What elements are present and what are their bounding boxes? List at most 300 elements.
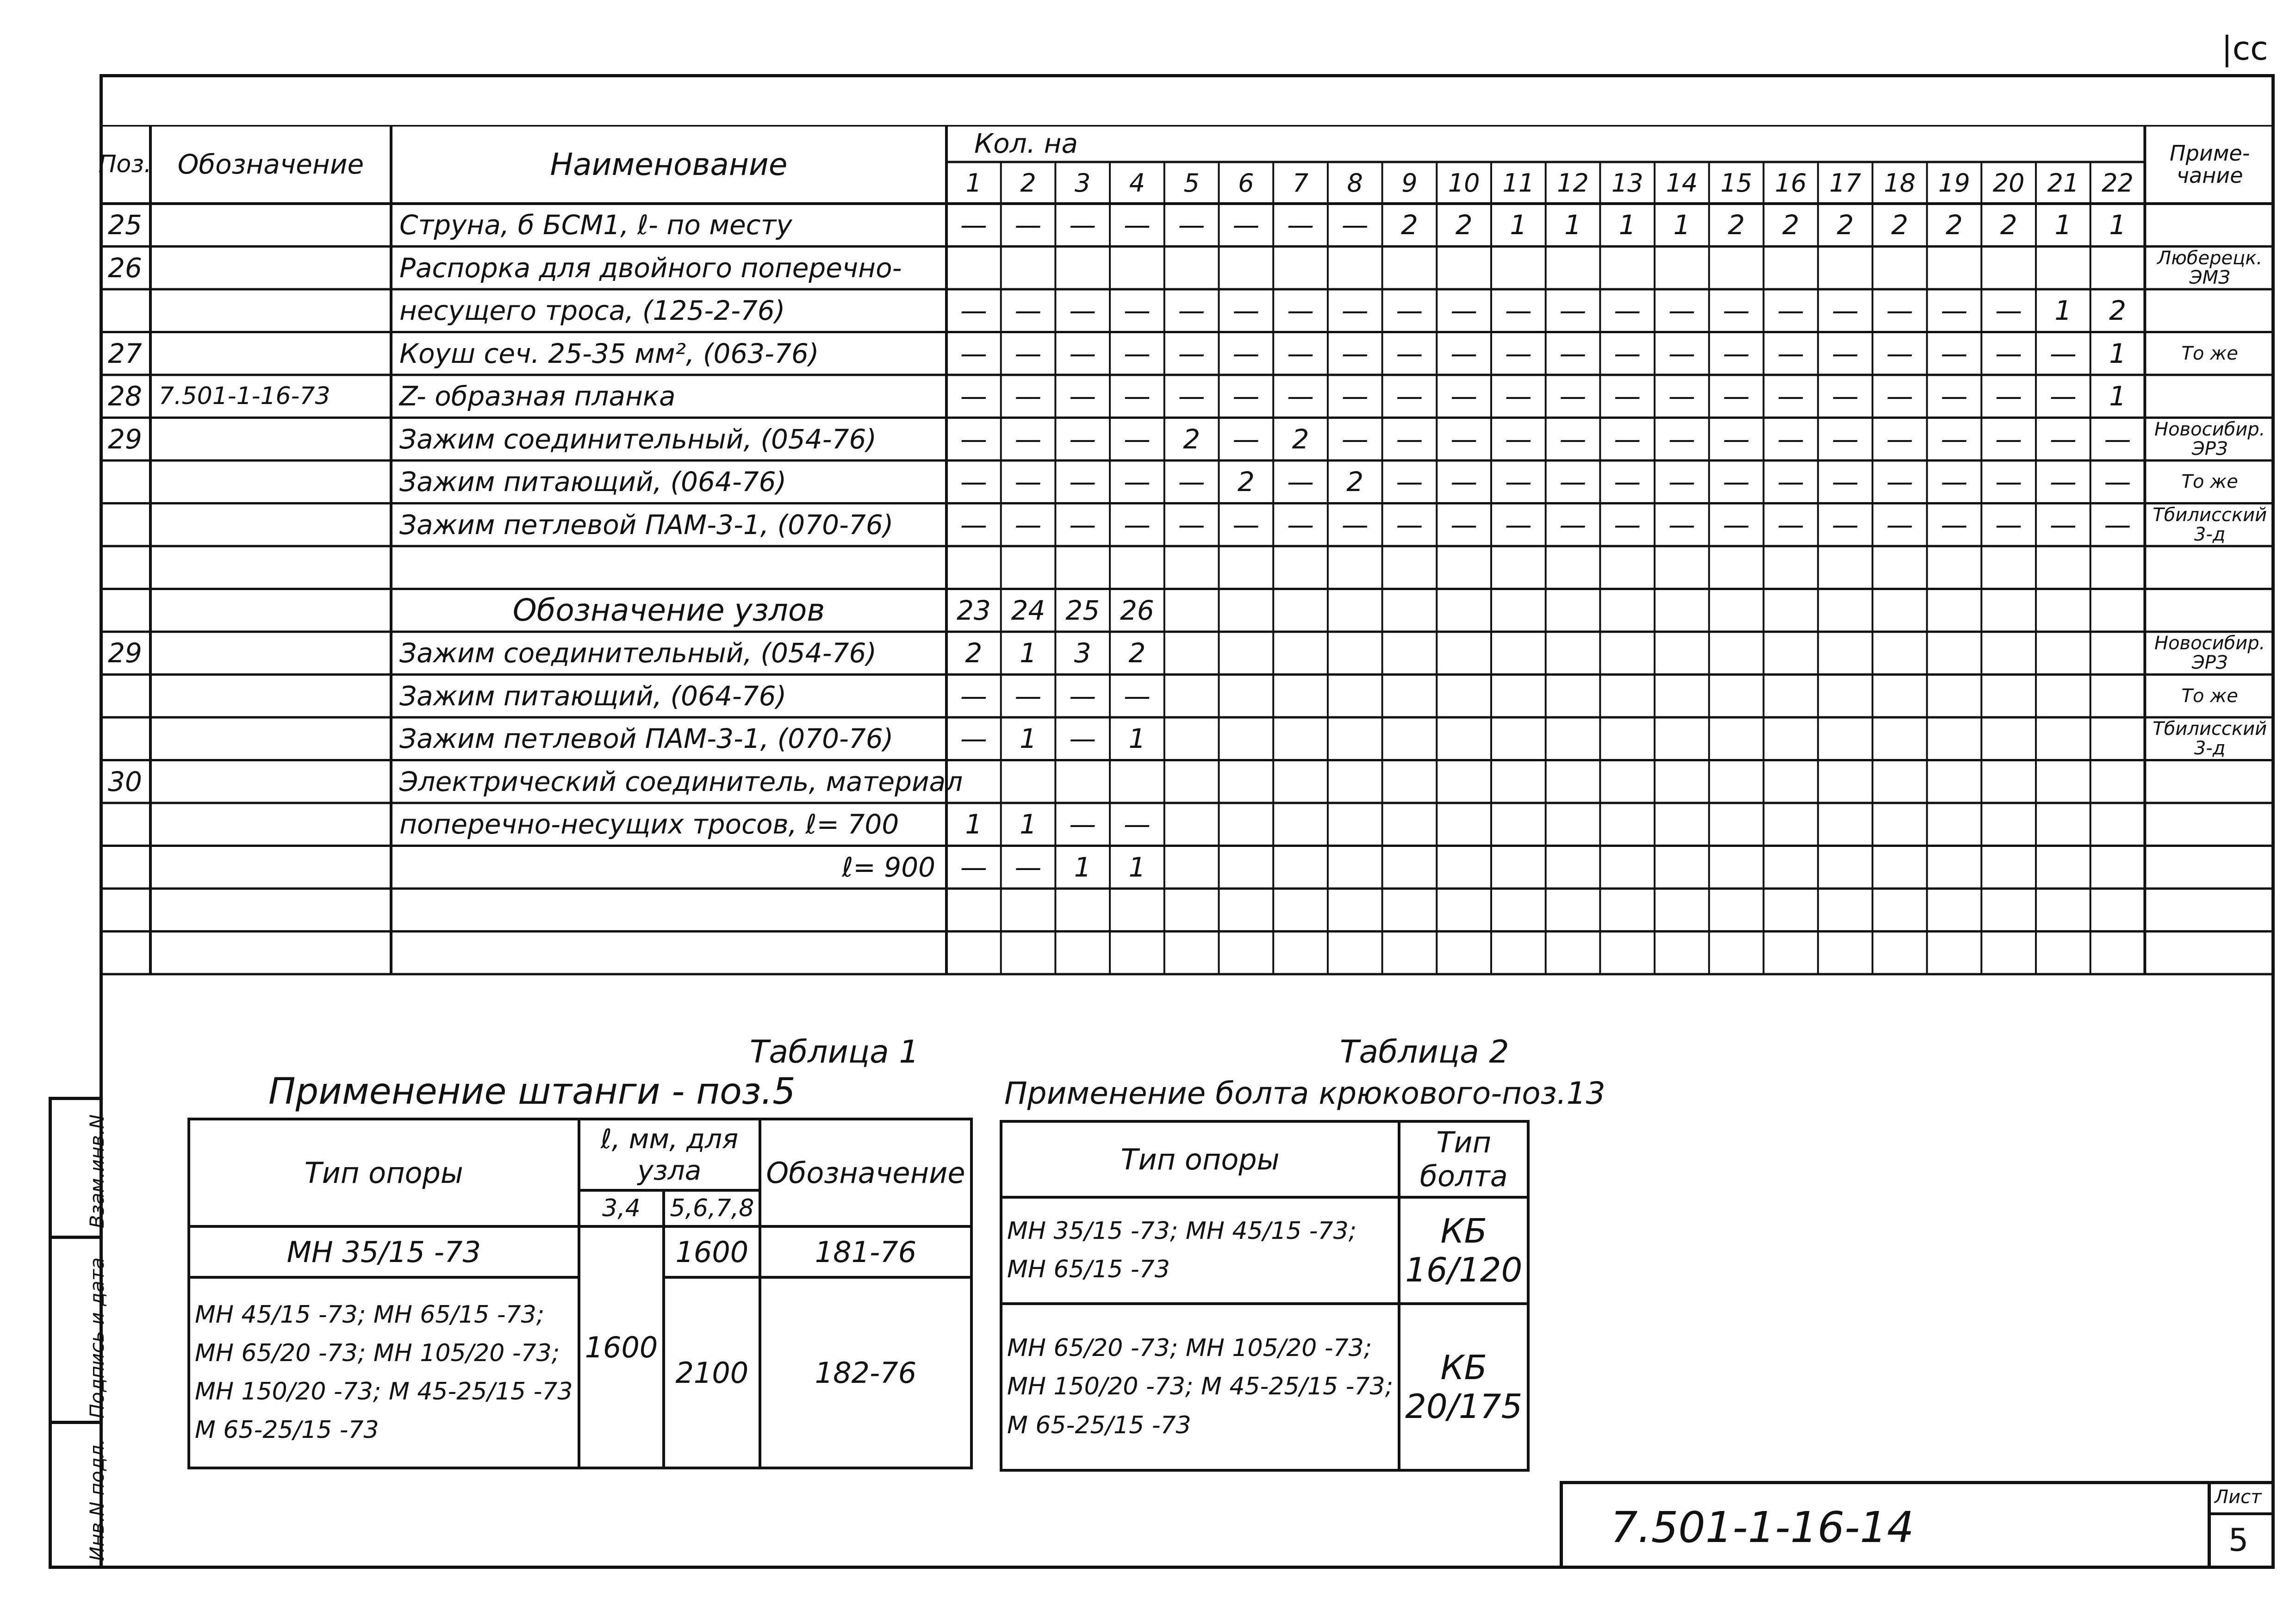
row-qty-cell: — bbox=[960, 723, 987, 755]
row-pos: 30 bbox=[108, 765, 142, 797]
row-qty-cell: 2 bbox=[1346, 466, 1364, 498]
row-qty-cell: — bbox=[960, 509, 987, 541]
header-pos: Поз. bbox=[98, 150, 152, 178]
row-qty-cell: — bbox=[1178, 209, 1205, 241]
row-qty-cell bbox=[2091, 717, 2145, 760]
header-col-19: 19 bbox=[1938, 168, 1970, 198]
header-name: Наименование bbox=[550, 146, 788, 182]
row-qty-cell bbox=[1273, 846, 1328, 889]
row-qty-cell: — bbox=[1069, 808, 1096, 840]
header-col-12: 12 bbox=[1557, 168, 1589, 198]
row-name: Зажим питающий, (064-76) bbox=[399, 680, 787, 712]
row-qty-cell: — bbox=[1014, 851, 1042, 883]
row-qty-cell bbox=[1873, 889, 1927, 932]
row-qty-cell bbox=[1600, 803, 1655, 846]
row-qty-cell bbox=[1382, 932, 1437, 975]
row-qty-cell bbox=[1328, 589, 1382, 632]
row-qty-cell bbox=[1818, 717, 1873, 760]
row-qty-cell bbox=[1001, 889, 1056, 932]
header-col-6: 6 bbox=[1238, 168, 1254, 198]
row-qty-cell: 1 bbox=[1020, 637, 1037, 669]
side-label-inv: Инв.N подл. bbox=[86, 1438, 108, 1561]
row-qty-cell bbox=[2091, 932, 2145, 975]
row-qty-cell bbox=[1873, 846, 1927, 889]
row-qty-cell bbox=[1927, 247, 1982, 290]
row-qty-cell: — bbox=[1450, 380, 1478, 412]
row-qty-cell bbox=[2036, 589, 2091, 632]
row-qty-cell: — bbox=[1014, 680, 1042, 712]
header-col-11: 11 bbox=[1502, 168, 1535, 198]
row-remark bbox=[2145, 932, 2275, 975]
row-qty-cell bbox=[1491, 760, 1546, 803]
header-col-3: 3 bbox=[1075, 168, 1091, 198]
row-qty-cell: — bbox=[1396, 380, 1423, 412]
row-qty-cell bbox=[1873, 803, 1927, 846]
row-qty-cell: — bbox=[1014, 466, 1042, 498]
row-qty-cell: 1 bbox=[1128, 851, 1146, 883]
row-qty-cell bbox=[1546, 760, 1600, 803]
row-qty-cell: — bbox=[1723, 380, 1750, 412]
row-qty-cell: — bbox=[1123, 423, 1151, 455]
row-qty-cell: — bbox=[1886, 337, 1913, 369]
row-qty-cell: — bbox=[1069, 723, 1096, 755]
row-qty-cell bbox=[1437, 717, 1491, 760]
row-qty-cell: — bbox=[1341, 509, 1369, 541]
row-qty-cell: — bbox=[1232, 337, 1260, 369]
row-qty-cell: — bbox=[1614, 509, 1641, 541]
row-qty-cell bbox=[2091, 589, 2145, 632]
row-qty-cell bbox=[1055, 247, 1110, 290]
table2-caption: Таблица 2 bbox=[1340, 1034, 1509, 1070]
row-qty-cell: — bbox=[2049, 423, 2077, 455]
row-qty-cell: 1 bbox=[2109, 209, 2126, 241]
row-qty-cell bbox=[1764, 546, 1818, 589]
row-qty-cell bbox=[1981, 846, 2036, 889]
table2-header-bolt: Тип болта bbox=[1399, 1121, 1528, 1197]
row-qty-cell bbox=[1873, 932, 1927, 975]
row-qty-cell bbox=[1219, 932, 1274, 975]
header-designation: Обозначение bbox=[177, 149, 364, 180]
row-qty-cell: — bbox=[1995, 423, 2022, 455]
row-qty-cell: — bbox=[1287, 380, 1314, 412]
row-name bbox=[391, 889, 946, 932]
row-qty-cell bbox=[1600, 760, 1655, 803]
row-qty-cell bbox=[1164, 675, 1219, 718]
row-qty-cell: — bbox=[1178, 337, 1205, 369]
row-qty-cell bbox=[1927, 760, 1982, 803]
row-qty-cell bbox=[2036, 932, 2091, 975]
row-qty-cell bbox=[2091, 632, 2145, 675]
header-qty-for: Кол. на bbox=[974, 128, 1078, 159]
row-qty-cell: — bbox=[1396, 466, 1423, 498]
header-col-4: 4 bbox=[1129, 168, 1145, 198]
row-name: Зажим петлевой ПАМ-3-1, (070-76) bbox=[399, 723, 894, 755]
table1-row2-len-b: 2100 bbox=[664, 1277, 760, 1468]
row-qty-cell: — bbox=[1069, 337, 1096, 369]
row-qty-cell bbox=[1491, 632, 1546, 675]
row-pos bbox=[100, 675, 150, 718]
row-qty-cell bbox=[1655, 589, 1709, 632]
table1-header-des: Обозначение bbox=[760, 1119, 971, 1226]
row-qty-cell bbox=[1110, 546, 1164, 589]
row-qty-cell bbox=[1709, 717, 1764, 760]
row-qty-cell bbox=[946, 889, 1001, 932]
row-qty-cell bbox=[1055, 546, 1110, 589]
row-remark: Тбилисский 3-д bbox=[2153, 504, 2267, 545]
row-designation bbox=[150, 760, 391, 803]
table1-header-len: ℓ, мм, для узла bbox=[579, 1119, 760, 1190]
row-qty-cell bbox=[1273, 675, 1328, 718]
row-qty-cell bbox=[1328, 717, 1382, 760]
row-qty-cell bbox=[1709, 675, 1764, 718]
row-qty-cell bbox=[1219, 675, 1274, 718]
row-qty-cell: — bbox=[1941, 380, 1968, 412]
row-qty-cell: — bbox=[1941, 295, 1968, 327]
row-qty-cell: — bbox=[1396, 337, 1423, 369]
row-qty-cell bbox=[1273, 717, 1328, 760]
row-qty-cell bbox=[1382, 546, 1437, 589]
row-qty-cell bbox=[1219, 760, 1274, 803]
header-col-10: 10 bbox=[1448, 168, 1480, 198]
row-qty-cell bbox=[1437, 846, 1491, 889]
drawing-code: 7.501-1-16-14 bbox=[1611, 1503, 1914, 1552]
row-qty-cell bbox=[1164, 247, 1219, 290]
row-qty-cell: — bbox=[1614, 380, 1641, 412]
row-qty-cell: — bbox=[1886, 380, 1913, 412]
row-qty-cell bbox=[1600, 247, 1655, 290]
row-name: Обозначение узлов bbox=[512, 592, 825, 628]
row-qty-cell bbox=[1764, 846, 1818, 889]
row-qty-cell: 1 bbox=[1618, 209, 1636, 241]
row-pos bbox=[100, 504, 150, 547]
row-name: Коуш сеч. 25-35 мм², (063-76) bbox=[399, 337, 819, 369]
row-qty-cell: 2 bbox=[1728, 209, 1745, 241]
row-qty-cell: — bbox=[1941, 509, 1968, 541]
row-name: поперечно-несущих тросов, ℓ= 700 bbox=[399, 808, 899, 840]
row-qty-cell bbox=[1981, 589, 2036, 632]
row-qty-cell: — bbox=[960, 851, 987, 883]
row-qty-cell bbox=[1382, 803, 1437, 846]
header-col-7: 7 bbox=[1292, 168, 1309, 198]
row-qty-cell bbox=[2091, 846, 2145, 889]
row-name: Z- образная планка bbox=[399, 380, 676, 412]
row-qty-cell: 2 bbox=[1292, 423, 1309, 455]
row-qty-cell bbox=[1491, 889, 1546, 932]
row-qty-cell: — bbox=[1777, 423, 1804, 455]
row-qty-cell: — bbox=[1014, 295, 1042, 327]
table2-row2-bolt: КБ 20/175 bbox=[1399, 1304, 1528, 1470]
row-remark: То же bbox=[2181, 342, 2238, 364]
row-designation bbox=[150, 332, 391, 375]
sheet-box-divider bbox=[2208, 1512, 2275, 1515]
row-qty-cell: — bbox=[1287, 295, 1314, 327]
row-qty-cell: — bbox=[1287, 509, 1314, 541]
row-remark: То же bbox=[2181, 685, 2238, 707]
row-qty-cell bbox=[1655, 247, 1709, 290]
row-qty-cell bbox=[1164, 846, 1219, 889]
row-qty-cell: — bbox=[1232, 423, 1260, 455]
row-qty-cell: — bbox=[1014, 209, 1042, 241]
row-qty-cell bbox=[1491, 803, 1546, 846]
row-qty-cell: 25 bbox=[1065, 594, 1100, 626]
row-qty-cell bbox=[1546, 546, 1600, 589]
row-qty-cell: — bbox=[1450, 423, 1478, 455]
row-qty-cell bbox=[1437, 589, 1491, 632]
row-qty-cell: — bbox=[1668, 380, 1695, 412]
row-qty-cell: — bbox=[1069, 380, 1096, 412]
row-qty-cell: — bbox=[1832, 295, 1859, 327]
row-qty-cell: — bbox=[1941, 466, 1968, 498]
row-qty-cell: — bbox=[1123, 466, 1151, 498]
row-qty-cell: — bbox=[1505, 509, 1532, 541]
row-qty-cell: — bbox=[1723, 466, 1750, 498]
sheet-label: Лист bbox=[2215, 1486, 2262, 1508]
row-qty-cell: — bbox=[1450, 337, 1478, 369]
row-qty-cell bbox=[1818, 247, 1873, 290]
row-qty-cell: — bbox=[1668, 466, 1695, 498]
row-qty-cell bbox=[1328, 803, 1382, 846]
row-qty-cell: 2 bbox=[1183, 423, 1201, 455]
row-qty-cell bbox=[1981, 247, 2036, 290]
row-qty-cell: — bbox=[1123, 337, 1151, 369]
row-name: Зажим соединительный, (054-76) bbox=[399, 423, 877, 455]
corner-mark: |cc bbox=[2221, 30, 2268, 68]
table1-header-len-a: 3,4 bbox=[579, 1190, 664, 1226]
row-qty-cell: — bbox=[1341, 423, 1369, 455]
row-qty-cell: — bbox=[1723, 509, 1750, 541]
row-remark bbox=[2145, 889, 2275, 932]
row-qty-cell: — bbox=[1450, 509, 1478, 541]
row-remark: Новосибир. ЭРЗ bbox=[2154, 633, 2265, 674]
row-qty-cell: — bbox=[1886, 295, 1913, 327]
row-qty-cell bbox=[2036, 717, 2091, 760]
row-pos: 29 bbox=[108, 637, 142, 669]
row-qty-cell: 1 bbox=[1020, 808, 1037, 840]
row-qty-cell bbox=[1001, 247, 1056, 290]
row-pos bbox=[100, 803, 150, 846]
row-qty-cell bbox=[1219, 247, 1274, 290]
row-qty-cell: 2 bbox=[965, 637, 983, 669]
header-col-13: 13 bbox=[1611, 168, 1643, 198]
row-qty-cell bbox=[1001, 546, 1056, 589]
row-qty-cell bbox=[1328, 247, 1382, 290]
row-qty-cell bbox=[1219, 803, 1274, 846]
row-qty-cell bbox=[1437, 889, 1491, 932]
row-qty-cell: — bbox=[1178, 295, 1205, 327]
row-qty-cell bbox=[1164, 589, 1219, 632]
row-qty-cell bbox=[1328, 846, 1382, 889]
row-qty-cell bbox=[1927, 717, 1982, 760]
row-qty-cell bbox=[1546, 889, 1600, 932]
row-qty-cell: — bbox=[960, 380, 987, 412]
row-qty-cell: — bbox=[1559, 295, 1587, 327]
row-qty-cell bbox=[2036, 889, 2091, 932]
row-qty-cell bbox=[1981, 717, 2036, 760]
row-qty-cell: 1 bbox=[1673, 209, 1691, 241]
row-qty-cell: — bbox=[1123, 295, 1151, 327]
row-qty-cell bbox=[1655, 717, 1709, 760]
row-qty-cell: 24 bbox=[1011, 594, 1045, 626]
header-col-16: 16 bbox=[1774, 168, 1807, 198]
row-qty-cell: 2 bbox=[1400, 209, 1418, 241]
row-qty-cell bbox=[1055, 760, 1110, 803]
row-qty-cell: 2 bbox=[1891, 209, 1909, 241]
row-remark: Люберецк. ЭМЗ bbox=[2157, 247, 2263, 288]
row-pos bbox=[100, 846, 150, 889]
row-qty-cell bbox=[1981, 760, 2036, 803]
row-qty-cell bbox=[1437, 546, 1491, 589]
row-qty-cell bbox=[1219, 546, 1274, 589]
row-qty-cell bbox=[1709, 589, 1764, 632]
header-col-9: 9 bbox=[1401, 168, 1418, 198]
row-designation bbox=[150, 675, 391, 718]
row-qty-cell: — bbox=[1832, 380, 1859, 412]
table2 bbox=[1000, 1120, 1530, 1472]
table1-row2-types: МН 45/15 -73; МН 65/15 -73; МН 65/20 -73; МН 105/20 -73; МН 150/20 -73; М 45-25/15 -73 М 65-25/15 -73 bbox=[189, 1277, 579, 1468]
row-qty-cell bbox=[1273, 760, 1328, 803]
row-qty-cell bbox=[1219, 589, 1274, 632]
row-qty-cell: — bbox=[1668, 295, 1695, 327]
row-qty-cell: — bbox=[960, 466, 987, 498]
row-qty-cell: — bbox=[1559, 380, 1587, 412]
row-qty-cell: — bbox=[1232, 209, 1260, 241]
row-qty-cell: — bbox=[1341, 295, 1369, 327]
header-col-21: 21 bbox=[2047, 168, 2079, 198]
row-designation bbox=[150, 460, 391, 504]
row-qty-cell bbox=[1382, 889, 1437, 932]
row-qty-cell: — bbox=[1886, 509, 1913, 541]
row-qty-cell: — bbox=[1123, 680, 1151, 712]
row-qty-cell bbox=[1273, 247, 1328, 290]
row-qty-cell bbox=[2091, 247, 2145, 290]
row-qty-cell bbox=[1927, 846, 1982, 889]
row-qty-cell: — bbox=[1287, 209, 1314, 241]
row-qty-cell: — bbox=[1559, 466, 1587, 498]
row-qty-cell bbox=[1655, 889, 1709, 932]
row-designation bbox=[150, 247, 391, 290]
row-name bbox=[391, 932, 946, 975]
row-qty-cell bbox=[1382, 675, 1437, 718]
row-qty-cell: — bbox=[960, 209, 987, 241]
row-qty-cell bbox=[1001, 932, 1056, 975]
row-qty-cell bbox=[1110, 247, 1164, 290]
row-qty-cell bbox=[1709, 632, 1764, 675]
row-pos: 28 bbox=[108, 380, 142, 412]
row-qty-cell bbox=[1927, 675, 1982, 718]
row-qty-cell bbox=[1764, 803, 1818, 846]
row-qty-cell bbox=[1873, 546, 1927, 589]
row-qty-cell: — bbox=[1450, 295, 1478, 327]
row-qty-cell bbox=[1600, 717, 1655, 760]
row-name: Электрический соединитель, материал bbox=[399, 765, 963, 797]
row-qty-cell bbox=[1981, 889, 2036, 932]
row-qty-cell: — bbox=[1505, 337, 1532, 369]
row-qty-cell bbox=[2036, 632, 2091, 675]
row-qty-cell bbox=[1546, 803, 1600, 846]
row-pos bbox=[100, 717, 150, 760]
row-qty-cell bbox=[1764, 632, 1818, 675]
row-qty-cell bbox=[2091, 546, 2145, 589]
row-qty-cell: 1 bbox=[1020, 723, 1037, 755]
header-col-17: 17 bbox=[1829, 168, 1861, 198]
row-qty-cell bbox=[1273, 889, 1328, 932]
row-qty-cell: — bbox=[1450, 466, 1478, 498]
row-qty-cell bbox=[1927, 932, 1982, 975]
header-col-2: 2 bbox=[1020, 168, 1036, 198]
row-qty-cell bbox=[1981, 803, 2036, 846]
row-pos: 29 bbox=[108, 423, 142, 455]
row-qty-cell: — bbox=[1723, 337, 1750, 369]
row-qty-cell bbox=[1981, 675, 2036, 718]
row-qty-cell: — bbox=[1178, 509, 1205, 541]
row-qty-cell bbox=[1600, 546, 1655, 589]
row-qty-cell: 3 bbox=[1074, 637, 1091, 669]
table1-header-len-b: 5,6,7,8 bbox=[664, 1190, 760, 1226]
row-qty-cell: — bbox=[1232, 509, 1260, 541]
row-qty-cell: — bbox=[1232, 380, 1260, 412]
row-qty-cell bbox=[1273, 546, 1328, 589]
row-name bbox=[391, 546, 946, 589]
row-qty-cell: — bbox=[1341, 380, 1369, 412]
table2-title: Применение болта крюкового-поз.13 bbox=[1004, 1076, 1605, 1111]
header-col-22: 22 bbox=[2102, 168, 2134, 198]
row-remark bbox=[2145, 289, 2275, 332]
row-qty-cell bbox=[1709, 889, 1764, 932]
row-qty-cell bbox=[1219, 889, 1274, 932]
row-qty-cell bbox=[1382, 632, 1437, 675]
row-qty-cell: — bbox=[1396, 295, 1423, 327]
row-qty-cell bbox=[946, 760, 1001, 803]
row-qty-cell bbox=[1437, 803, 1491, 846]
row-designation bbox=[150, 846, 391, 889]
row-qty-cell: — bbox=[1123, 509, 1151, 541]
row-qty-cell bbox=[2036, 675, 2091, 718]
row-qty-cell bbox=[1164, 803, 1219, 846]
row-qty-cell bbox=[1546, 247, 1600, 290]
row-qty-cell bbox=[1818, 589, 1873, 632]
row-qty-cell bbox=[1546, 632, 1600, 675]
row-qty-cell: — bbox=[2049, 509, 2077, 541]
row-qty-cell: — bbox=[960, 295, 987, 327]
row-qty-cell bbox=[2036, 803, 2091, 846]
row-qty-cell bbox=[1382, 717, 1437, 760]
row-qty-cell: — bbox=[1505, 466, 1532, 498]
row-qty-cell: — bbox=[1287, 466, 1314, 498]
row-qty-cell bbox=[1873, 760, 1927, 803]
row-name: Зажим соединительный, (054-76) bbox=[399, 637, 877, 669]
row-qty-cell bbox=[2091, 889, 2145, 932]
row-designation bbox=[150, 418, 391, 461]
row-remark: Тбилисский 3-д bbox=[2153, 718, 2267, 759]
row-qty-cell: — bbox=[1287, 337, 1314, 369]
row-qty-cell: — bbox=[1232, 295, 1260, 327]
table1-row1-type: МН 35/15 -73 bbox=[189, 1226, 579, 1277]
row-qty-cell bbox=[1600, 589, 1655, 632]
row-qty-cell bbox=[2036, 846, 2091, 889]
row-designation bbox=[150, 717, 391, 760]
table1-header-type: Тип опоры bbox=[189, 1119, 579, 1226]
row-pos bbox=[100, 289, 150, 332]
row-qty-cell: 1 bbox=[2109, 380, 2126, 412]
row-name: ℓ= 900 bbox=[842, 851, 935, 883]
row-qty-cell bbox=[1927, 803, 1982, 846]
row-qty-cell: — bbox=[1941, 423, 1968, 455]
row-qty-cell: — bbox=[1505, 380, 1532, 412]
row-qty-cell bbox=[1655, 932, 1709, 975]
row-qty-cell bbox=[1600, 889, 1655, 932]
row-qty-cell bbox=[1927, 546, 1982, 589]
row-qty-cell bbox=[1764, 717, 1818, 760]
